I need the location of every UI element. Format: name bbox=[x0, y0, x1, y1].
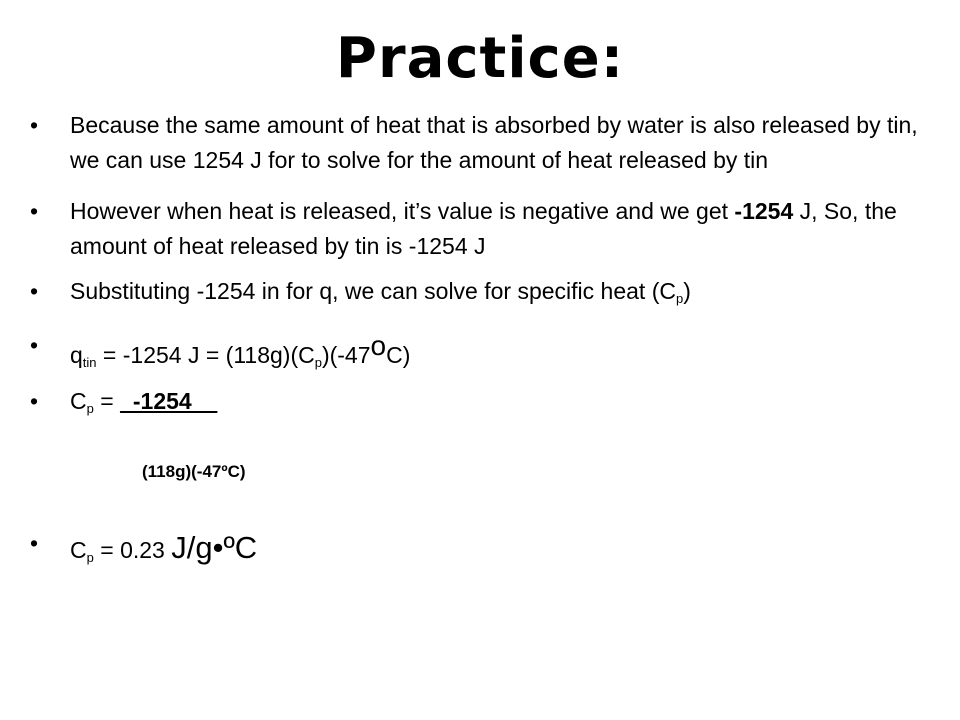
bullet-text-suffix: J, So, the amount of heat released by tin is -1254 J bbox=[70, 198, 897, 259]
subscript-p: p bbox=[86, 401, 94, 416]
bullet-cp-fraction bbox=[30, 384, 945, 426]
equation-end: C) bbox=[386, 342, 411, 368]
result-unit: J/g•ºC bbox=[171, 530, 258, 565]
subscript-p: p bbox=[314, 355, 322, 370]
bullet-dot: • bbox=[30, 278, 39, 304]
degree-superscript: o bbox=[370, 330, 387, 361]
result-value: = 0.23 bbox=[93, 537, 172, 563]
bullet-negative-heat bbox=[30, 194, 945, 264]
cp-equals: = bbox=[93, 388, 121, 414]
fraction-numerator: _-1254__ bbox=[120, 388, 218, 414]
bullet-heat-transfer bbox=[30, 108, 945, 178]
bullet-dot: • bbox=[30, 198, 39, 224]
subscript-p: p bbox=[86, 550, 94, 565]
bullet-dot: • bbox=[30, 388, 39, 414]
fraction-denominator: (118g)(-47ºC) bbox=[142, 462, 246, 481]
equation-middle: = -1254 J = (118g)(C bbox=[96, 342, 315, 368]
subscript: p bbox=[675, 291, 684, 306]
bullet-list bbox=[30, 108, 945, 426]
equation-middle-2: )(-47 bbox=[321, 342, 371, 368]
cp-c: C bbox=[70, 388, 87, 414]
subscript-tin: tin bbox=[82, 355, 97, 370]
slide-title: Practice: bbox=[335, 26, 625, 91]
bullet-text: Because the same amount of heat that is absorbed by water is also released by tin, we can use 1254 J for to solve for the amount of heat released by tin bbox=[70, 112, 918, 173]
bullet-dot: • bbox=[30, 332, 39, 358]
bullet-equation bbox=[30, 328, 945, 380]
bullet-text-prefix: Substituting -1254 in for q, we can solve for specific heat (C bbox=[70, 278, 676, 304]
bullet-text-bold-value: -1254 bbox=[734, 198, 794, 224]
result-line bbox=[30, 530, 257, 566]
equation-q: q bbox=[70, 342, 83, 368]
bullet-dot: • bbox=[30, 112, 39, 138]
bullet-substitution bbox=[30, 274, 945, 316]
bullet-dot: • bbox=[30, 530, 39, 556]
bullet-text-suffix: ) bbox=[683, 278, 691, 304]
result-c: C bbox=[70, 537, 87, 563]
bullet-text-prefix: However when heat is released, it’s value is negative and we get bbox=[70, 198, 735, 224]
